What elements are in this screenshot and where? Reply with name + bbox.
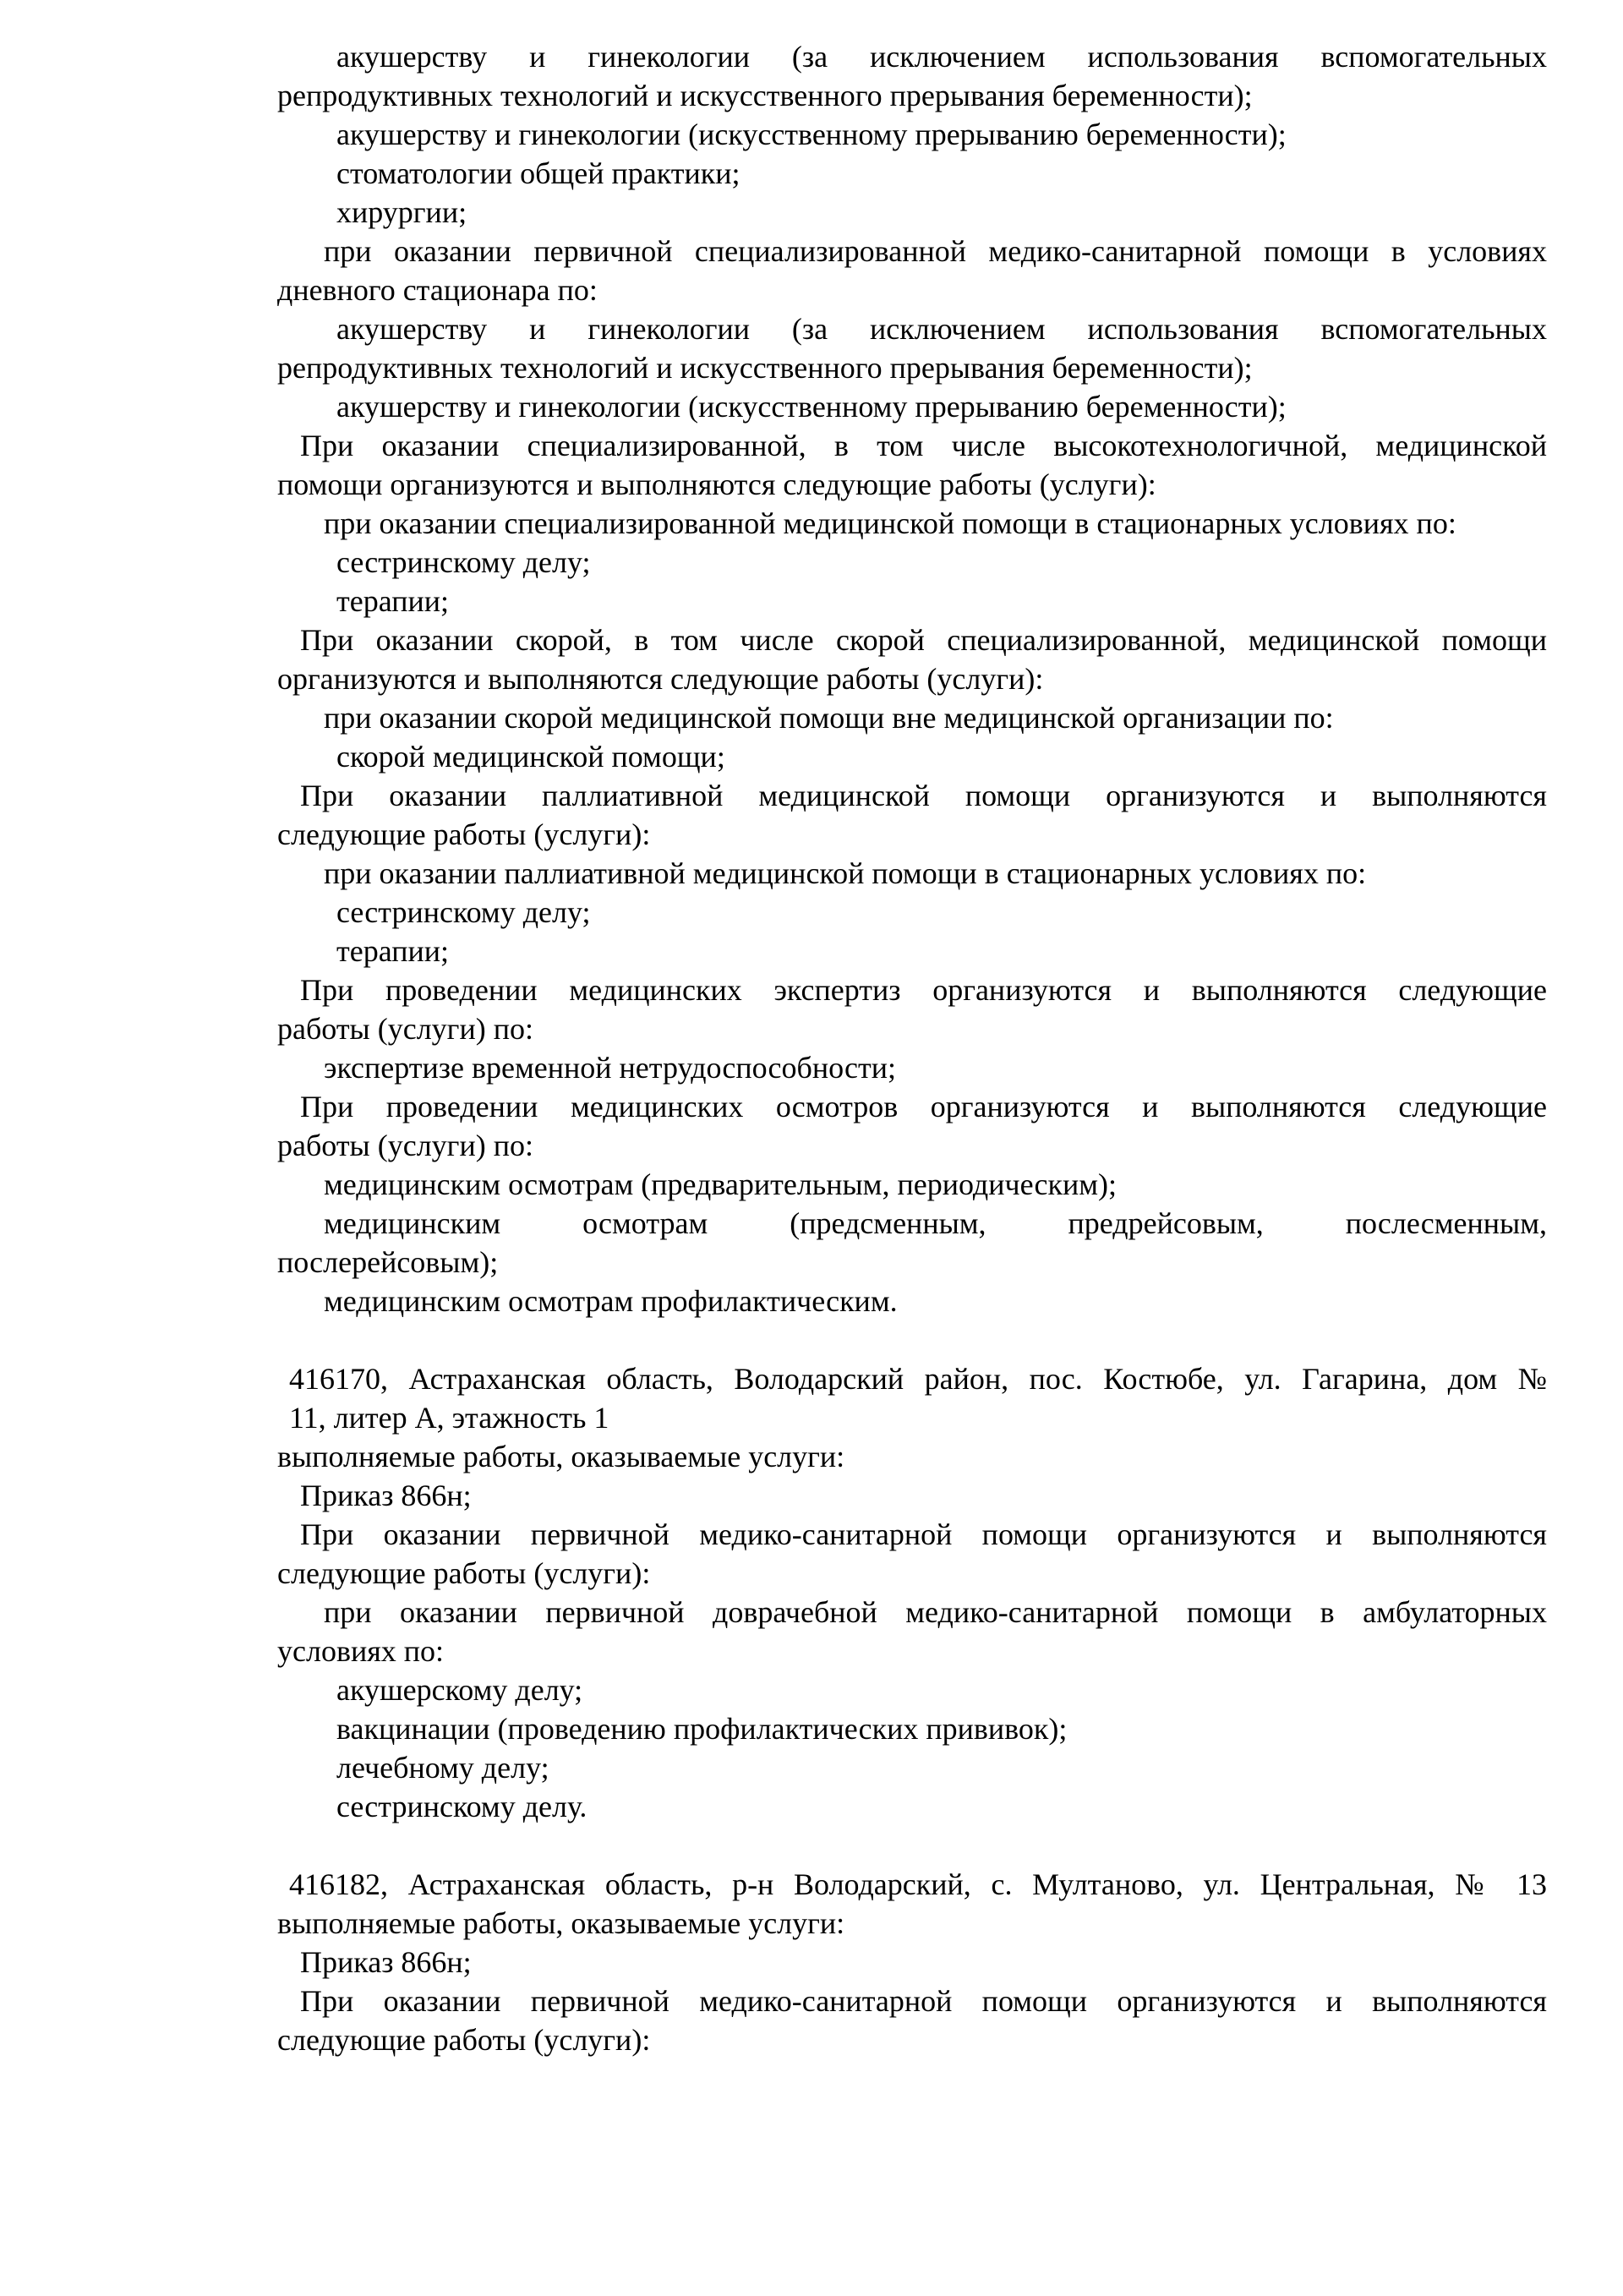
- blank-line: [277, 1320, 1547, 1359]
- text-line: помощи организуются и выполняются следующие работы (услуги):: [277, 467, 1156, 501]
- text-line: 416182, Астраханская область, р-н Володарский, с. Мултаново, ул. Центральная, № 13: [289, 1867, 1547, 1901]
- text-line: лечебному делу;: [336, 1751, 549, 1785]
- document-body: [277, 37, 1547, 2059]
- text-line: выполняемые работы, оказываемые услуги:: [277, 1906, 845, 1940]
- text-line: При оказании специализированной, в том числе высокотехнологичной, медицинской: [300, 429, 1547, 462]
- text-line: При проведении медицинских осмотров организуются и выполняются следующие: [300, 1090, 1547, 1123]
- text-line: акушерскому делу;: [336, 1673, 583, 1707]
- text-line: вакцинации (проведению профилактических прививок);: [336, 1712, 1068, 1746]
- text-line: медицинским осмотрам (предсменным, предрейсовым, послесменным,: [324, 1206, 1547, 1240]
- text-line: при оказании скорой медицинской помощи вне медицинской организации по:: [324, 701, 1334, 735]
- text-line: сестринскому делу.: [336, 1790, 587, 1823]
- text-line: акушерству и гинекологии (за исключением использования вспомогательных: [336, 40, 1547, 74]
- text-line: Приказ 866н;: [300, 1479, 472, 1512]
- text-line: организуются и выполняются следующие работы (услуги):: [277, 662, 1044, 696]
- text-line: При оказании первичной медико-санитарной помощи организуются и выполняются: [300, 1517, 1547, 1551]
- text-line: Приказ 866н;: [300, 1945, 472, 1979]
- text-line: условиях по:: [277, 1634, 445, 1668]
- text-line: При проведении медицинских экспертиз организуются и выполняются следующие: [300, 973, 1547, 1007]
- blank-line: [277, 1826, 1547, 1865]
- text-line: следующие работы (услуги):: [277, 1556, 651, 1590]
- text-line: терапии;: [336, 934, 450, 968]
- text-line: сестринскому делу;: [336, 545, 591, 579]
- text-line: при оказании первичной специализированной медико-санитарной помощи в условиях: [324, 234, 1547, 268]
- text-line: При оказании первичной медико-санитарной помощи организуются и выполняются: [300, 1984, 1547, 2018]
- text-line: При оказании паллиативной медицинской помощи организуются и выполняются: [300, 779, 1547, 812]
- text-line: хирургии;: [336, 195, 467, 229]
- text-line: стоматологии общей практики;: [336, 156, 740, 190]
- text-line: терапии;: [336, 584, 450, 618]
- text-line: выполняемые работы, оказываемые услуги:: [277, 1440, 845, 1473]
- text-line: медицинским осмотрам профилактическим.: [324, 1284, 898, 1318]
- text-line: при оказании первичной доврачебной медико-санитарной помощи в амбулаторных: [324, 1595, 1547, 1629]
- text-line: экспертизе временной нетрудоспособности;: [324, 1051, 896, 1085]
- text-line: скорой медицинской помощи;: [336, 740, 725, 774]
- text-line: послерейсовым);: [277, 1245, 499, 1279]
- text-line: дневного стационара по:: [277, 273, 598, 307]
- text-line: репродуктивных технологий и искусственного прерывания беременности);: [277, 79, 1253, 112]
- text-line: при оказании паллиативной медицинской помощи в стационарных условиях по:: [324, 856, 1367, 890]
- text-line: медицинским осмотрам (предварительным, периодическим);: [324, 1167, 1118, 1201]
- text-line: акушерству и гинекологии (искусственному прерыванию беременности);: [336, 390, 1287, 424]
- text-line: акушерству и гинекологии (за исключением использования вспомогательных: [336, 312, 1547, 346]
- text-line: работы (услуги) по:: [277, 1012, 533, 1046]
- text-line: следующие работы (услуги):: [277, 817, 651, 851]
- text-line: при оказании специализированной медицинской помощи в стационарных условиях по:: [324, 506, 1456, 540]
- text-line: При оказании скорой, в том числе скорой специализированной, медицинской помощи: [300, 623, 1547, 657]
- text-line: 416170, Астраханская область, Володарский район, пос. Костюбе, ул. Гагарина, дом №: [289, 1362, 1547, 1396]
- text-line: 11, литер А, этажность 1: [289, 1401, 609, 1435]
- text-line: сестринскому делу;: [336, 895, 591, 929]
- text-line: репродуктивных технологий и искусственного прерывания беременности);: [277, 351, 1253, 385]
- text-line: следующие работы (услуги):: [277, 2023, 651, 2057]
- text-line: акушерству и гинекологии (искусственному прерыванию беременности);: [336, 118, 1287, 151]
- text-line: работы (услуги) по:: [277, 1129, 533, 1162]
